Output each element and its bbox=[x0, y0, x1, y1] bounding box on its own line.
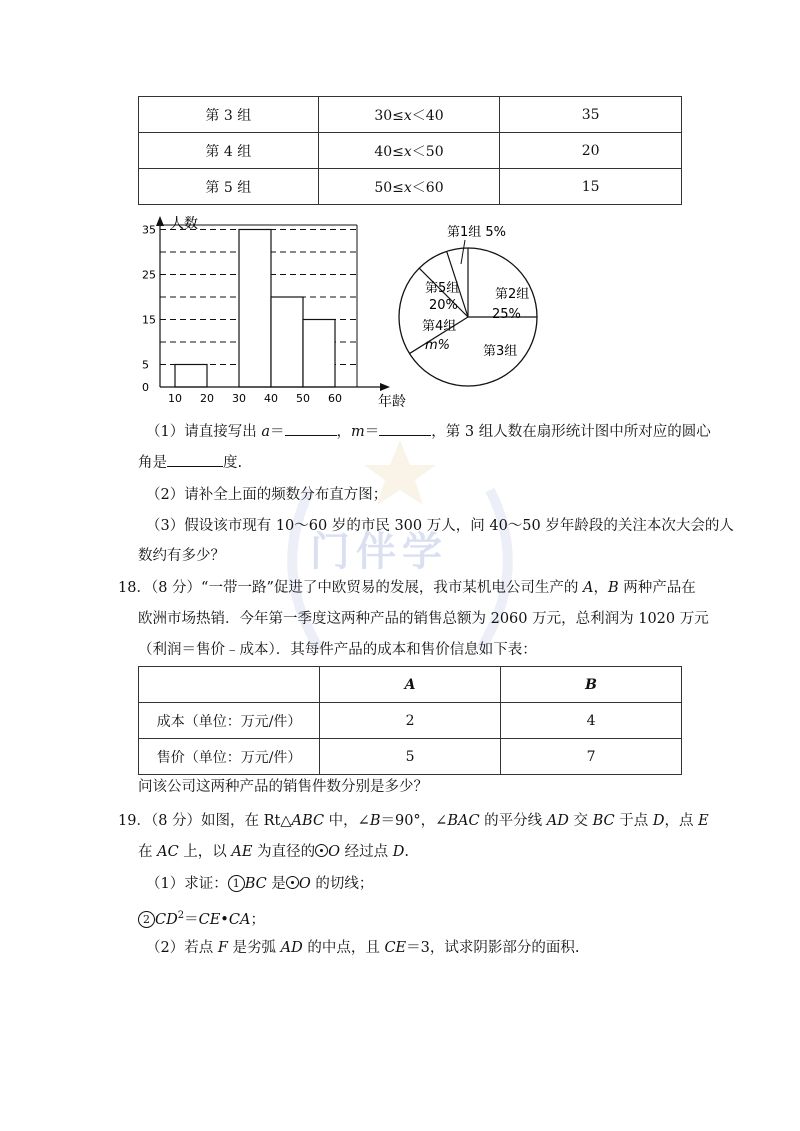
pie-label-group2-pct: 25% bbox=[492, 307, 521, 322]
table-row bbox=[139, 133, 682, 169]
pie-label-group5: 第5组 bbox=[425, 281, 460, 296]
table-cell: 50≤x＜60 bbox=[318, 169, 500, 205]
x-tick-label: 40 bbox=[264, 392, 278, 405]
q18-line2: 欧洲市场热销．今年第一季度这两种产品的销售总额为 2060 万元，总利润为 1020 万元 bbox=[138, 611, 709, 627]
pie-label-group4-pct: m% bbox=[425, 338, 451, 353]
frequency-table bbox=[138, 96, 682, 205]
y-tick-label: 35 bbox=[142, 223, 156, 237]
q18-question: 问该公司这两种产品的销售件数分别是多少？ bbox=[138, 779, 428, 795]
pie-label-group2: 第2组 bbox=[495, 287, 530, 302]
y-tick-label: 0 bbox=[142, 381, 149, 394]
y-tick-label: 5 bbox=[142, 358, 149, 372]
x-tick-label: 20 bbox=[200, 392, 214, 405]
pie-label-group4: 第4组 bbox=[422, 319, 457, 334]
q17-part1-line2: 角是 度. bbox=[138, 452, 242, 473]
q19-line1: 19．（8 分）如图，在 Rt△ABC 中，∠B＝90°，∠BAC 的平分线 AD 交 BC 于点 D，点 E bbox=[118, 813, 709, 829]
table-cell: 40≤x＜50 bbox=[318, 133, 500, 169]
table-cell: 30≤x＜40 bbox=[318, 97, 500, 133]
q19-part1-item2: 2 $CD^2=CE•CA$； bbox=[138, 906, 265, 930]
table-cell: 4 bbox=[501, 703, 682, 739]
histogram-bar bbox=[239, 230, 271, 388]
table-cell: 15 bbox=[500, 169, 682, 205]
x-tick-label: 10 bbox=[168, 392, 182, 405]
table-cell: 35 bbox=[500, 97, 682, 133]
pie-label-group3: 第3组 bbox=[483, 344, 518, 359]
table-cell: 售价（单位：万元/件） bbox=[139, 739, 320, 775]
table-cell: 第 5 组 bbox=[139, 169, 319, 205]
table-row bbox=[139, 97, 682, 133]
histogram-bar bbox=[175, 365, 207, 388]
table-header-cell: A bbox=[320, 667, 501, 703]
table-row bbox=[139, 703, 682, 739]
pie-label-group5-pct: 20% bbox=[429, 298, 458, 313]
answer-blank[interactable] bbox=[285, 421, 337, 436]
circle-dot-icon bbox=[315, 844, 328, 857]
table-cell: 第 4 组 bbox=[139, 133, 319, 169]
table-cell: 第 3 组 bbox=[139, 97, 319, 133]
histogram-chart bbox=[140, 212, 410, 412]
table-cell: 7 bbox=[501, 739, 682, 775]
q19-line2: 在 AC 上，以 AE 为直径的 O 经过点 D. bbox=[138, 844, 409, 860]
y-tick-label: 15 bbox=[142, 313, 156, 327]
circle-dot-icon bbox=[286, 876, 299, 889]
q17-part2: （2）请补全上面的频数分布直方图； bbox=[146, 487, 388, 503]
histogram-bar bbox=[271, 297, 303, 387]
x-tick-label: 30 bbox=[232, 392, 246, 405]
x-tick-label: 50 bbox=[296, 392, 310, 405]
table-header-cell: B bbox=[501, 667, 682, 703]
q19-part1: （1）求证： 1 BC 是 O 的切线； bbox=[146, 876, 374, 892]
q18-line1: 18．（8 分）“一带一路”促进了中欧贸易的发展，我市某机电公司生产的 A，B 两种产品在 bbox=[118, 580, 696, 596]
circled-number-icon: 1 bbox=[228, 875, 245, 892]
q17-part3: （3）假设该市现有 10～60 岁的市民 300 万人，问 40～50 岁年龄段的关注本次大会的人 bbox=[146, 518, 734, 534]
table-cell: 5 bbox=[320, 739, 501, 775]
table-header-cell bbox=[139, 667, 320, 703]
cost-price-table bbox=[138, 666, 682, 775]
table-cell: 2 bbox=[320, 703, 501, 739]
y-axis-arrow bbox=[156, 216, 164, 226]
answer-blank[interactable] bbox=[379, 421, 431, 436]
histogram-bar bbox=[303, 320, 335, 388]
q19-part2: （2）若点 F 是劣弧 AD 的中点，且 CE＝3，试求阴影部分的面积. bbox=[146, 940, 580, 956]
watermark-text: 门伴学 bbox=[310, 529, 448, 575]
y-axis-label: 人数 bbox=[170, 216, 198, 232]
table-row bbox=[139, 667, 682, 703]
circled-number-icon: 2 bbox=[138, 911, 155, 928]
y-tick-label: 25 bbox=[142, 268, 156, 282]
table-row bbox=[139, 169, 682, 205]
q17-part3-line2: 数约有多少？ bbox=[138, 548, 225, 564]
q17-part1: （1）请直接写出 a＝ ，m＝ ，第 3 组人数在扇形统计图中所对应的圆心 bbox=[146, 421, 711, 442]
table-row bbox=[139, 739, 682, 775]
answer-blank[interactable] bbox=[167, 452, 223, 467]
x-axis-arrow bbox=[380, 383, 390, 391]
pie-chart bbox=[395, 212, 565, 397]
x-axis-label: 年龄 bbox=[378, 394, 406, 410]
table-cell: 成本（单位：万元/件） bbox=[139, 703, 320, 739]
table-cell: 20 bbox=[500, 133, 682, 169]
x-tick-label: 60 bbox=[328, 392, 342, 405]
pie-label-group1: 第1组 5% bbox=[447, 225, 507, 240]
q18-line3: （利润＝售价﹣成本）．其每件产品的成本和售价信息如下表： bbox=[138, 642, 537, 658]
